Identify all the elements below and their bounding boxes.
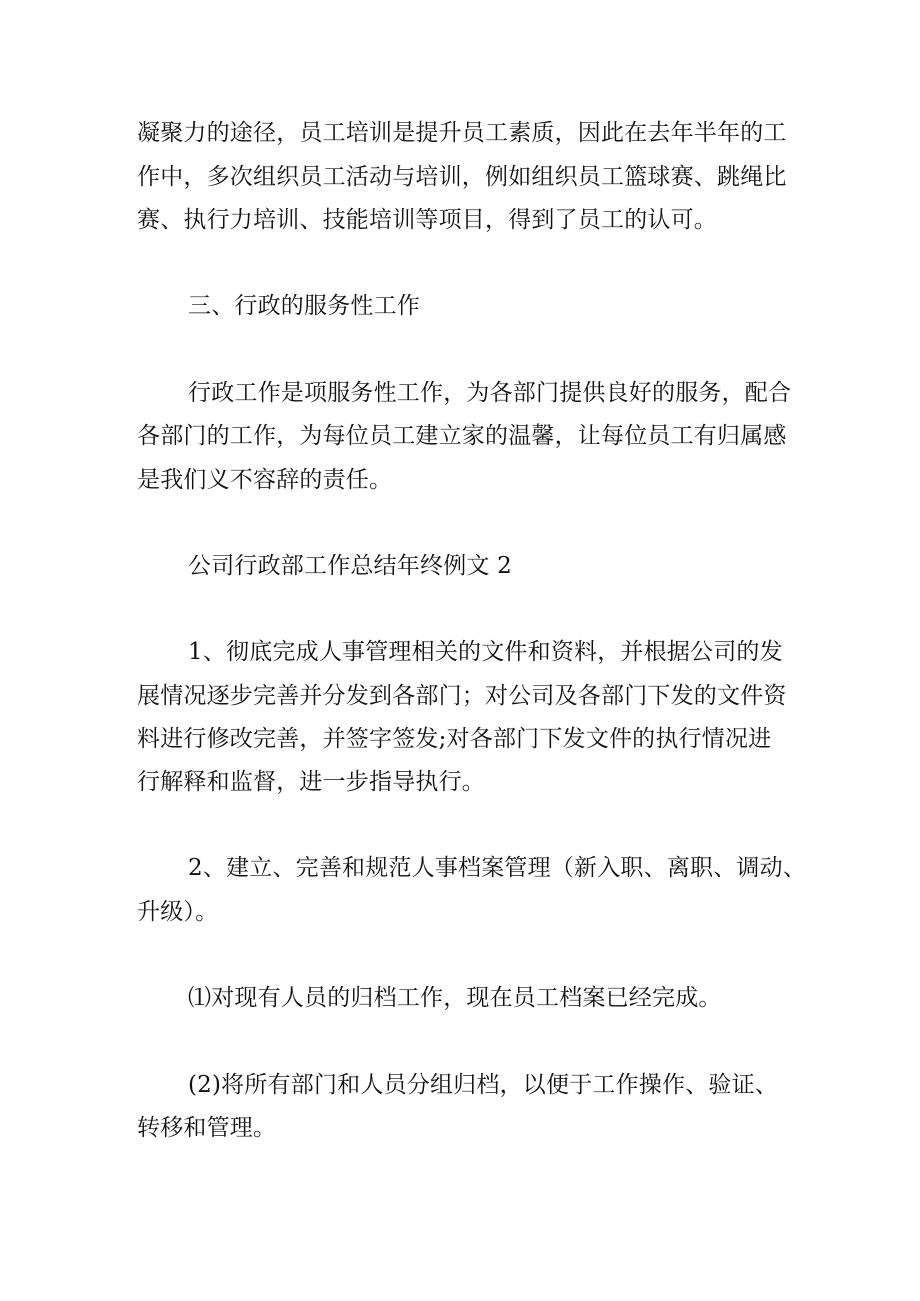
paragraph-line: 转移和管理。 xyxy=(137,1115,277,1141)
paragraph-line: 升级）。 xyxy=(137,899,219,925)
paragraph-line: ⑴对现有人员的归档工作，现在员工档案已经完成。 xyxy=(188,985,722,1011)
paragraph-line: 1、彻底完成人事管理相关的文件和资料，并根据公司的发 xyxy=(188,639,783,665)
paragraph-line: 行政工作是项服务性工作，为各部门提供良好的服务，配合 xyxy=(188,380,792,406)
paragraph-line: 赛、执行力培训、技能培训等项目，得到了员工的认可。 xyxy=(137,207,717,233)
paragraph-line: 行解释和监督，进一步指导执行。 xyxy=(137,769,485,795)
paragraph-line: 展情况逐步完善并分发到各部门；对公司及各部门下发的文件资 xyxy=(137,683,787,709)
document-subtitle: 公司行政部工作总结年终例文 2 xyxy=(188,553,512,579)
paragraph-line: 作中，多次组织员工活动与培训，例如组织员工篮球赛、跳绳比 xyxy=(137,164,787,190)
section-heading: 三、行政的服务性工作 xyxy=(188,293,420,319)
paragraph-line: 料进行修改完善，并签字签发;对各部门下发文件的执行情况进 xyxy=(137,726,772,752)
paragraph-line: 是我们义不容辞的责任。 xyxy=(137,467,393,493)
paragraph-line: (2)将所有部门和人员分组归档，以便于工作操作、验证、 xyxy=(188,1072,778,1098)
paragraph-line: 2、建立、完善和规范人事档案管理（新入职、离职、调动、 xyxy=(188,855,807,881)
paragraph-line: 凝聚力的途径，员工培训是提升员工素质，因此在去年半年的工 xyxy=(137,120,787,146)
paragraph-line: 各部门的工作，为每位员工建立家的温馨，让每位员工有归属感 xyxy=(137,423,787,449)
